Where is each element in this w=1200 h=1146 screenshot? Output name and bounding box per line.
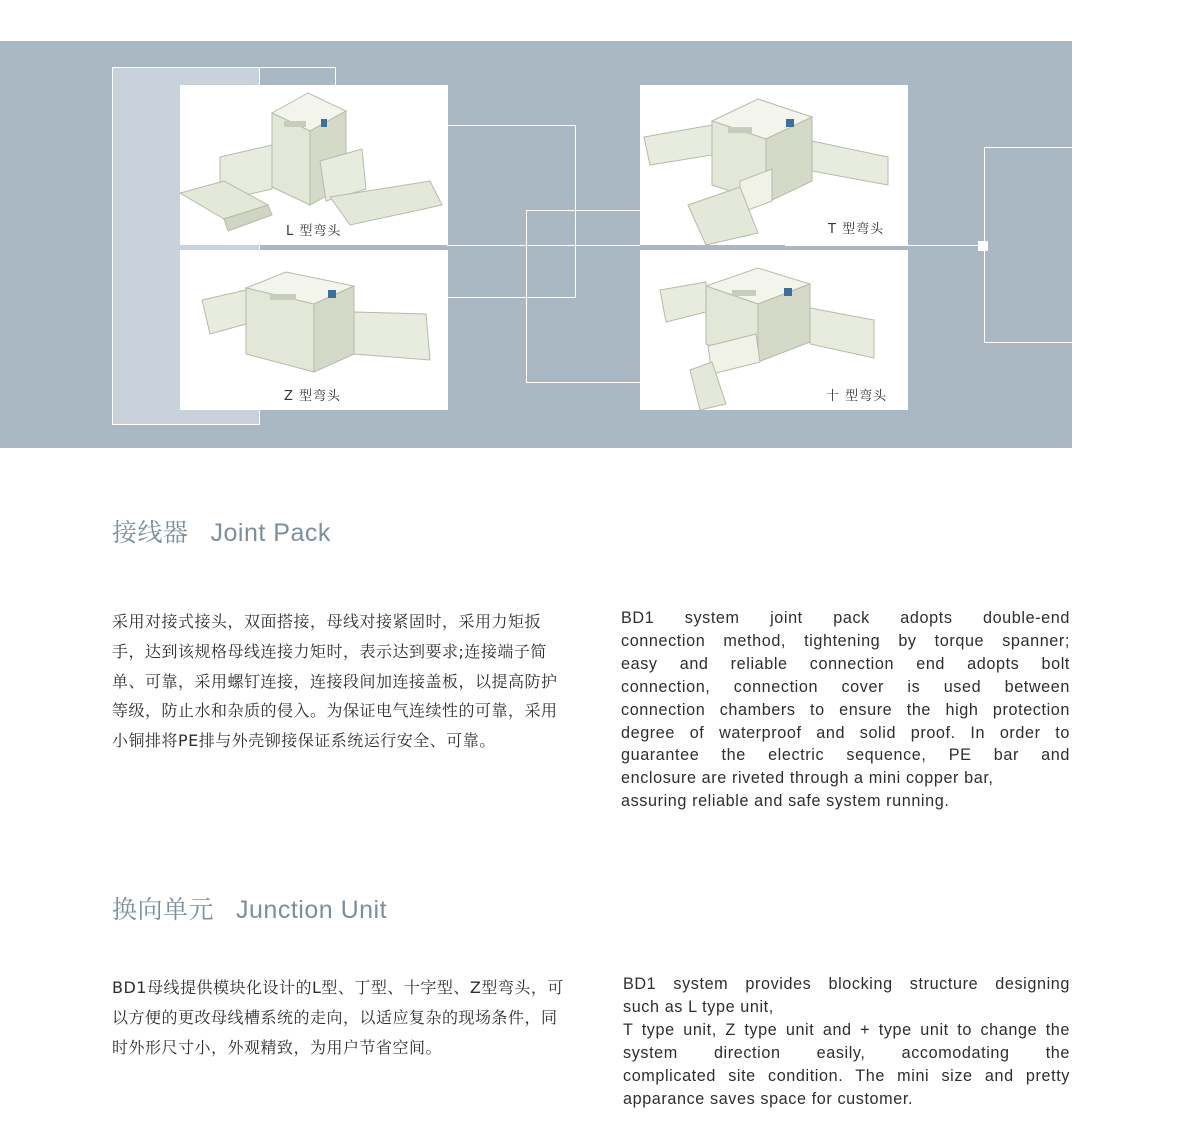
- text-line: assuring reliable and safe system running.: [621, 792, 950, 811]
- connector-line: [785, 245, 985, 246]
- junction-unit-heading: [112, 890, 387, 926]
- connector-line: [448, 125, 576, 126]
- text-line: BD1 system provides blocking structure designing: [623, 975, 1070, 993]
- text-line: degree of waterproof and solid proof. In order to: [621, 723, 1070, 742]
- text-line: such as L type unit,: [623, 997, 774, 1016]
- heading-cn: 换向单元: [112, 895, 215, 924]
- heading-en: Joint Pack: [210, 519, 331, 547]
- text-line: system direction easily, accomodating the: [623, 1043, 1070, 1062]
- joint-pack-heading: [112, 513, 331, 549]
- photo-caption: Z 型弯头: [284, 389, 342, 404]
- l-type-elbow-photo: [180, 85, 448, 245]
- joint-pack-en-text: [621, 607, 1070, 813]
- text-line: connection, connection cover is used between: [621, 677, 1070, 696]
- text-line: guarantee the electric sequence, PE bar and: [621, 746, 1070, 765]
- joint-pack-cn-text: 采用对接式接头，双面搭接，母线对接紧固时，采用力矩扳手，达到该规格母线连接力矩时，表示达到要求;连接端子简单、可靠，采用螺钉连接，连接段间加连接盖板，以提高防护等级，防止水和杂质的侵入。为保证电气连续性的可靠，采用小铜排将PE排与外壳铆接保证系统运行安全、可靠。: [112, 612, 558, 751]
- text-line: enclosure are riveted through a mini copper bar,: [621, 769, 994, 788]
- junction-unit-en-text: [623, 973, 1070, 1110]
- heading-cn: 接线器: [112, 518, 189, 547]
- text-line: apparance saves space for customer.: [623, 1089, 914, 1108]
- text-line: connection method, tightening by torque spanner;: [621, 631, 1070, 650]
- heading-en: Junction Unit: [236, 896, 388, 924]
- text-line: connection chambers to ensure the high protection: [621, 700, 1070, 719]
- photo-caption: T 型弯头: [828, 222, 885, 237]
- connector-line: [335, 67, 336, 85]
- connector-frame: [526, 210, 641, 383]
- photo-caption: L 型弯头: [286, 224, 342, 239]
- junction-unit-cn-text: BD1母线提供模块化设计的L型、丁型、十字型、Z型弯头，可以方便的更改母线槽系统的走向，以适应复杂的现场条件，同时外形尺寸小，外观精致，为用户节省空间。: [112, 978, 564, 1057]
- cross-type-elbow-photo: [640, 250, 908, 410]
- connector-frame: [984, 147, 1074, 343]
- connector-line: [260, 67, 336, 68]
- t-type-elbow-photo: [640, 85, 908, 245]
- photo-caption: 十 型弯头: [826, 389, 888, 404]
- text-line: BD1 system joint pack adopts double-end: [621, 609, 1070, 627]
- text-line: easy and reliable connection end adopts bolt: [621, 654, 1070, 673]
- text-line: T type unit, Z type unit and + type unit to change the: [623, 1020, 1070, 1039]
- connector-line: [447, 245, 640, 246]
- z-type-elbow-photo: [180, 250, 448, 410]
- text-line: complicated site condition. The mini size and pretty: [623, 1066, 1070, 1085]
